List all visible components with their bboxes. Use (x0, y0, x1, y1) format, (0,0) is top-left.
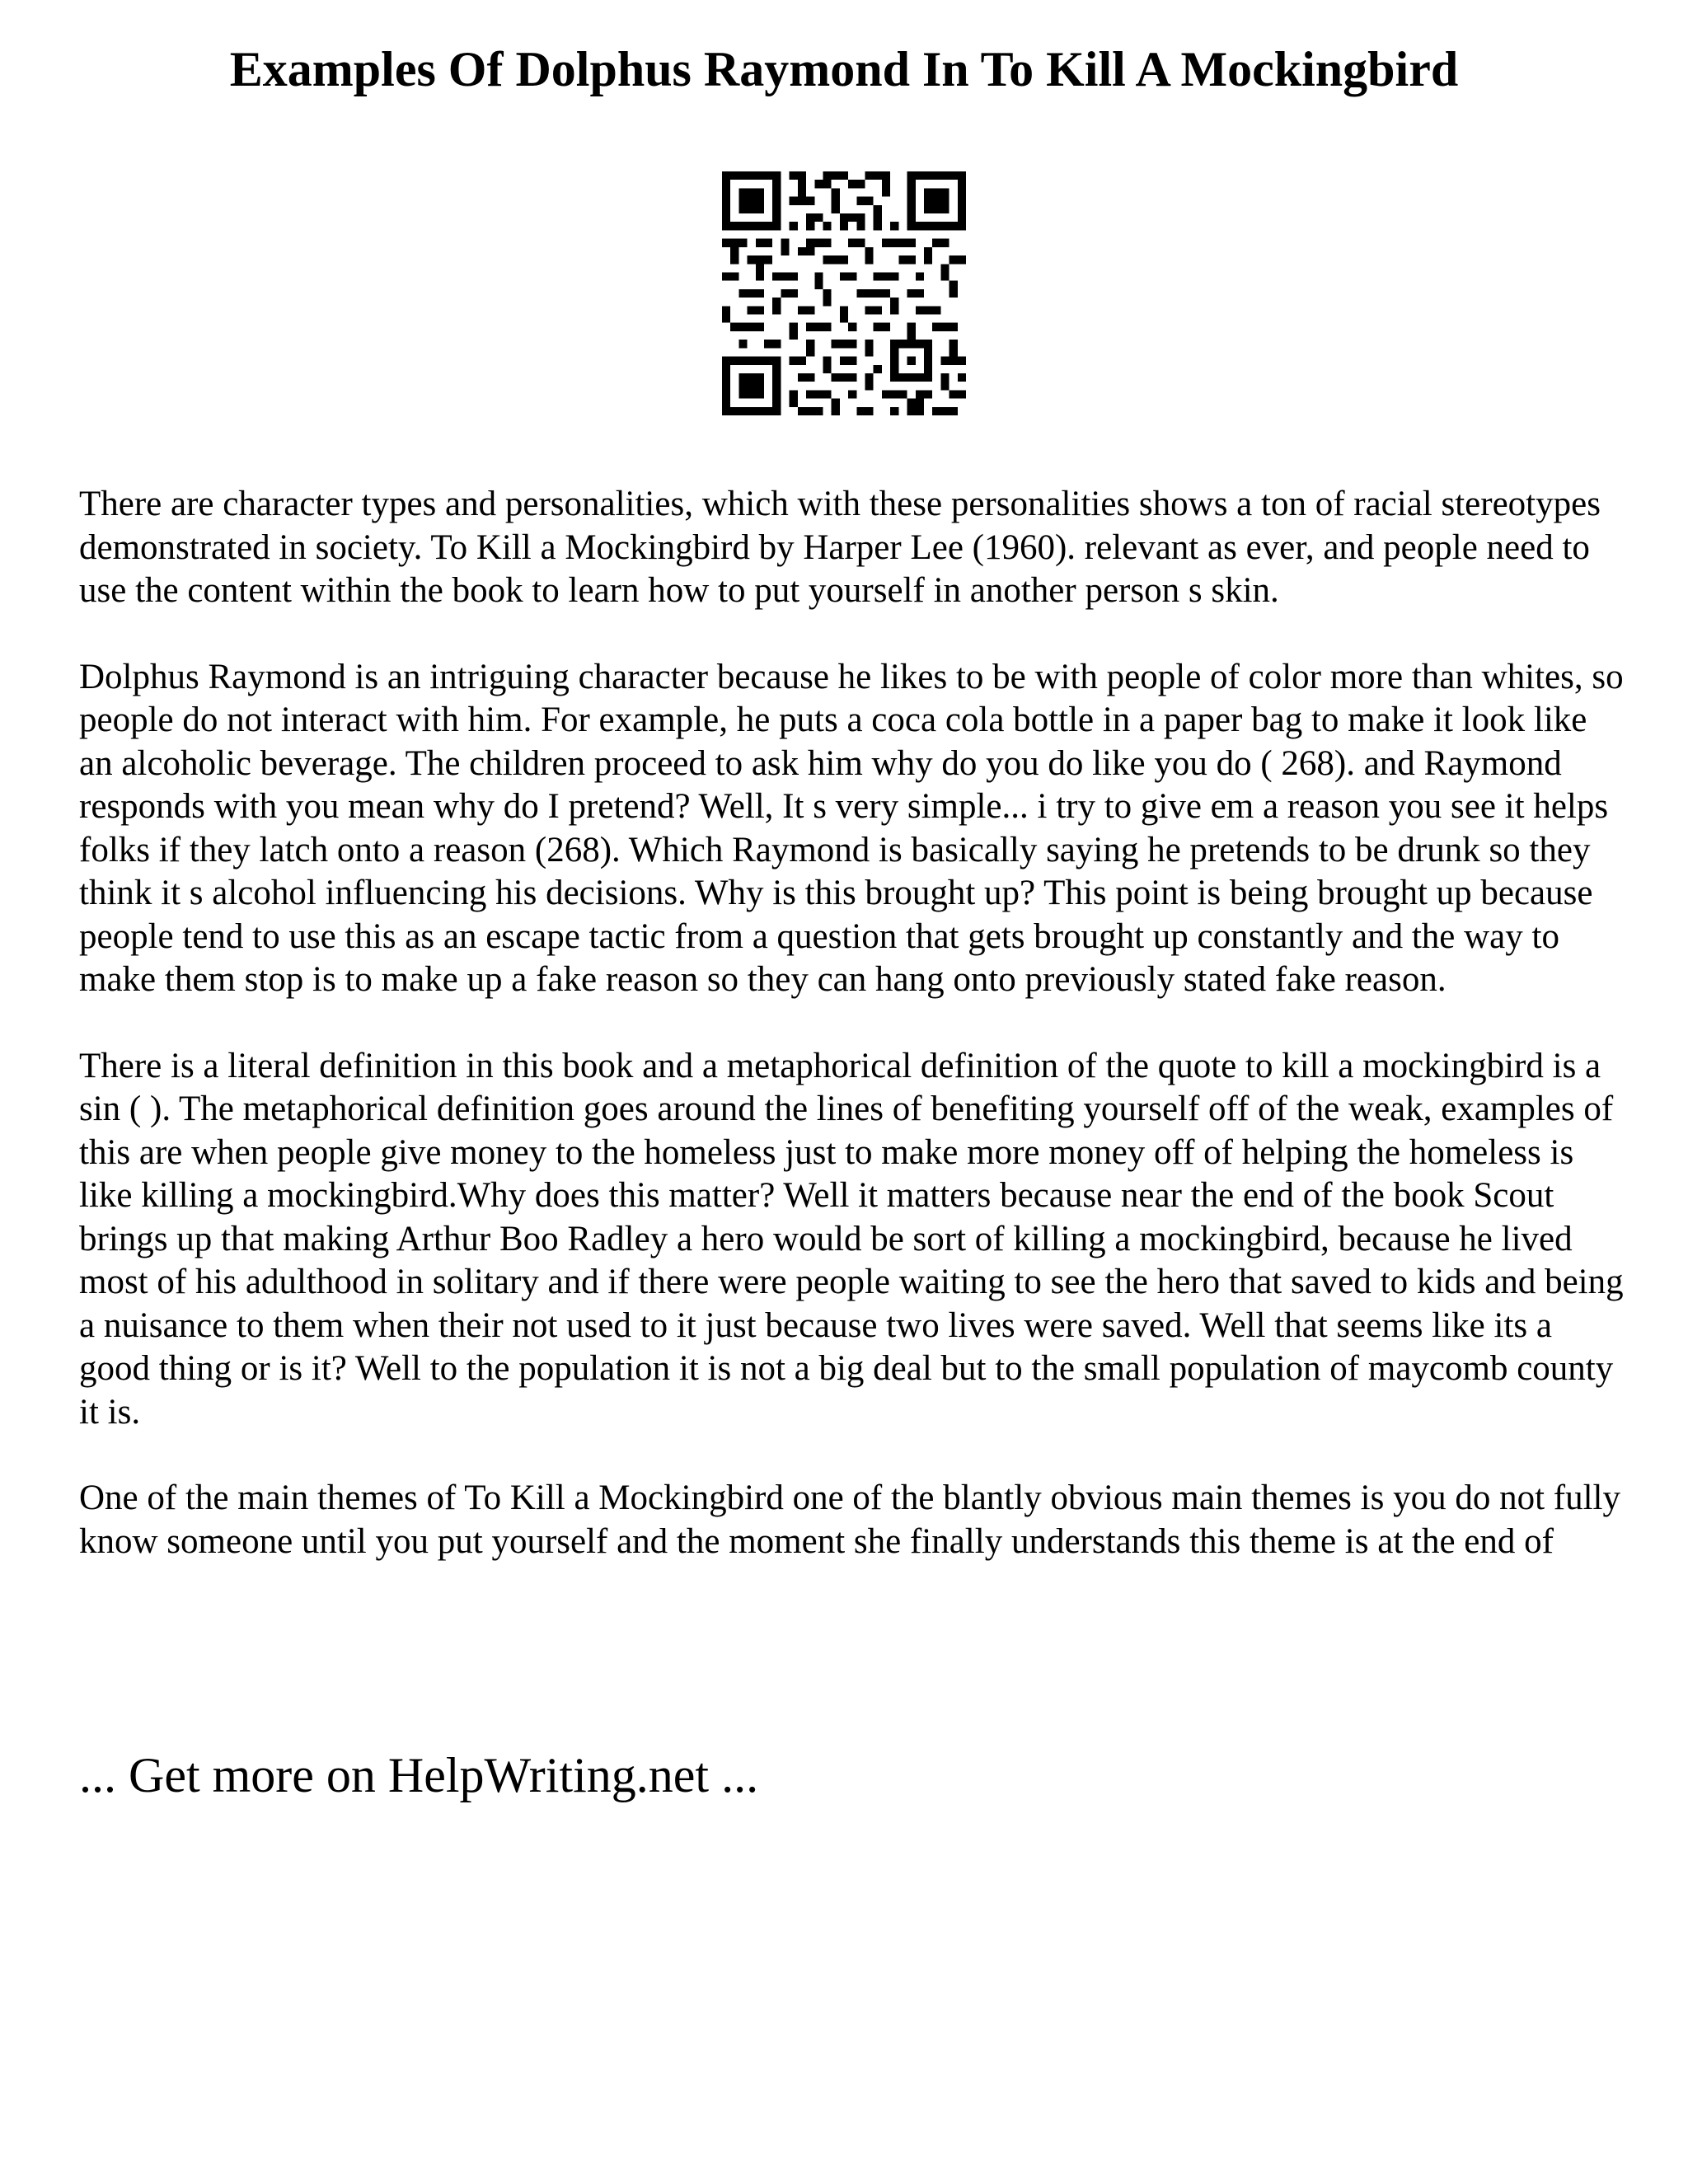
helpwriting-link[interactable]: ... Get more on HelpWriting.net ... (79, 1748, 759, 1802)
document-body (79, 483, 1629, 1606)
paragraph-4: One of the main themes of To Kill a Mockingbird one of the blantly obvious main themes is you do not fully know someone until you put yourself and the moment she finally understands this theme is at the end of (79, 1479, 1620, 1561)
page-title: Examples Of Dolphus Raymond In To Kill A Mockingbird (229, 42, 1459, 96)
paragraph-1: There are character types and personalities, which with these personalities shows a ton of racial stereotypes demonstrated in society. To Kill a Mockingbird by Harper Lee (1960). relevant as ever, and people need to use the content within the book to learn how to put yourself in another person s skin. (79, 485, 1601, 610)
paragraph-3: There is a literal definition in this book and a metaphorical definition of the quote to kill a mockingbird is a sin ( ). The metaphorical definition goes around the lines of benefiting yourself off of the weak, examples of this are when people give money to the homeless just to make more money off of helping the homeless is like killing a mockingbird.Why does this matter? Well it matters because near the end of the book Scout brings up that making Arthur Boo Radley a hero would be sort of killing a mockingbird, because he lived most of his adulthood in solitary and if there were people waiting to see the hero that saved to kids and being a nuisance to them when their not used to it just because two lives were saved. Well that seems like its a good thing or is it? Well to the population it is not a big deal but to the small population of maycomb county it is. (79, 1046, 1624, 1432)
paragraph-2: Dolphus Raymond is an intriguing character because he likes to be with people of color more than whites, so people do not interact with him. For example, he puts a coca cola bottle in a paper bag to make it look like an alcoholic beverage. The children proceed to ask him why do you do like you do ( 268). and Raymond responds with you mean why do I pretend? Well, It s very simple... i try to give em a reason you see it helps folks if they latch onto a reason (268). Which Raymond is basically saying he pretends to be drunk so they think it s alcohol influencing his decisions. Why is this brought up? This point is being brought up because people tend to use this as an escape tactic from a question that gets brought up constantly and the way to make them stop is to make up a fake reason so they can hang onto previously stated fake reason. (79, 657, 1624, 999)
qr-code-icon (722, 171, 966, 415)
